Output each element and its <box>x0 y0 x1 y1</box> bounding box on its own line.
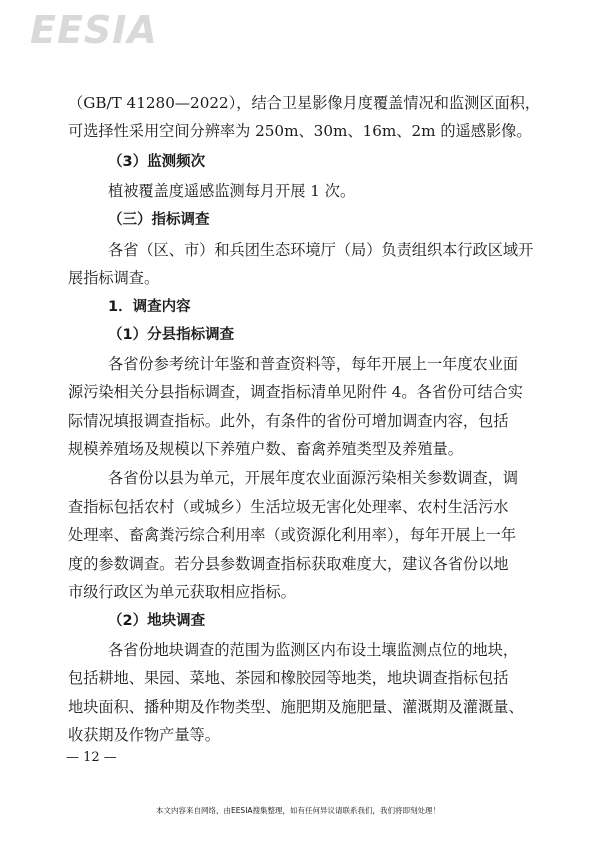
paragraph-line: 源污染相关分县指标调查，调查指标清单见附件 4。各省份可结合实 <box>68 383 523 401</box>
paragraph-line: 包括耕地、果园、菜地、茶园和橡胶园等地类，地块调查指标包括 <box>68 669 509 687</box>
paragraph-line: 植被覆盖度遥感监测每月开展 1 次。 <box>108 182 356 200</box>
page-number: — 12 — <box>66 750 117 765</box>
paragraph-line: 查指标包括农村（或城乡）生活垃圾无害化处理率、农村生活污水 <box>68 498 509 516</box>
footer-disclaimer: 本文内容来自网络，由EESIA搜集整理，如有任何异议请联系我们，我们将即刻处理！ <box>155 806 441 815</box>
eesia-watermark-logo: EESIA <box>30 8 158 52</box>
paragraph-line: 各省份地块调查的范围为监测区内布设土壤监测点位的地块， <box>108 641 519 659</box>
paragraph-line: 处理率、畜禽粪污综合利用率（或资源化利用率），每年开展上一年 <box>68 526 517 544</box>
section-heading: （1）分县指标调查 <box>108 327 235 343</box>
section-heading: （三）指标调查 <box>108 212 210 228</box>
paragraph-line: 可选择性采用空间分辨率为 250m、30m、16m、2m 的遥感影像。 <box>68 122 532 140</box>
paragraph-line: 展指标调查。 <box>68 269 160 287</box>
paragraph-line: 地块面积、播种期及作物类型、施肥期及施肥量、灌溉期及灌溉量、 <box>68 698 524 716</box>
paragraph-line: 各省份以县为单元，开展年度农业面源污染相关参数调查，调 <box>108 469 519 487</box>
paragraph-line: 规模养殖场及规模以下养殖户数、畜禽养殖类型及养殖量。 <box>68 440 463 458</box>
section-heading: （2）地块调查 <box>108 613 206 629</box>
paragraph-line: 际情况填报调查指标。此外，有条件的省份可增加调查内容，包括 <box>68 412 509 430</box>
paragraph-line: 度的参数调查。若分县参数调查指标获取难度大，建议各省份以地 <box>68 555 509 573</box>
paragraph-line: 收获期及作物产量等。 <box>68 726 220 744</box>
paragraph-line: 市级行政区为单元获取相应指标。 <box>68 583 296 601</box>
section-heading: 1．调查内容 <box>108 299 191 315</box>
paragraph-line: 各省（区、市）和兵团生态环境厅（局）负责组织本行政区域开 <box>108 241 534 259</box>
paragraph-line: （GB/T 41280—2022），结合卫星影像月度覆盖情况和监测区面积， <box>68 94 541 112</box>
paragraph-line: 各省份参考统计年鉴和普查资料等，每年开展上一年度农业面 <box>108 355 519 373</box>
section-heading: （3）监测频次 <box>108 154 206 170</box>
